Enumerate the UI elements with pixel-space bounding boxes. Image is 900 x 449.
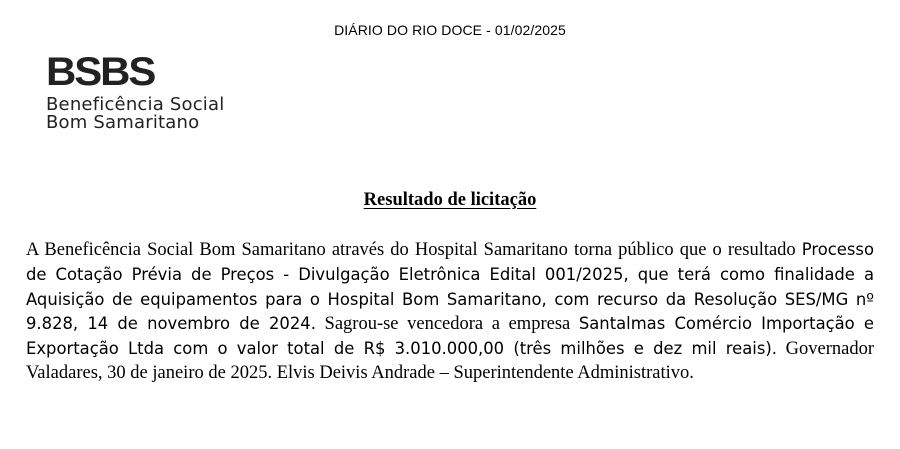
logo-mark: BSBS [46, 50, 155, 94]
notice-text-segment-4: Santalmas Comércio Importação e Exportação Ltda com o valor total de R$ 3.010.000,00 (três milhões e dez mil reais). [26, 314, 874, 359]
notice-text-segment-3: Sagrou-se vencedora a empresa [315, 314, 579, 335]
notice-title: Resultado de licitação [363, 190, 537, 210]
notice-text-segment-2: Processo de Cotação Prévia de Preços - Divulgação Eletrônica Edital 001/2025, que terá como finalidade a Aquisição de equipamentos para o Hospital Bom Samaritano, com recurso da Resolução SES/MG nº 9.828, 14 de novembro de 2024. [26, 240, 874, 334]
notice-body [26, 238, 874, 386]
newspaper-header: DIÁRIO DO RIO DOCE - 01/02/2025 [334, 22, 566, 38]
notice-text-segment-5: Governador Valadares, 30 de janeiro de 2025. Elvis Deivis Andrade – Superintendente Administrativo. [26, 339, 874, 383]
logo-text-line-2: Bom Samaritano [46, 112, 200, 133]
logo-text-line-1: Beneficência Social [46, 94, 225, 115]
bsbs-logo [46, 52, 306, 132]
notice-text-segment-1: A Beneficência Social Bom Samaritano através do Hospital Samaritano torna público que o resultado [26, 240, 802, 260]
